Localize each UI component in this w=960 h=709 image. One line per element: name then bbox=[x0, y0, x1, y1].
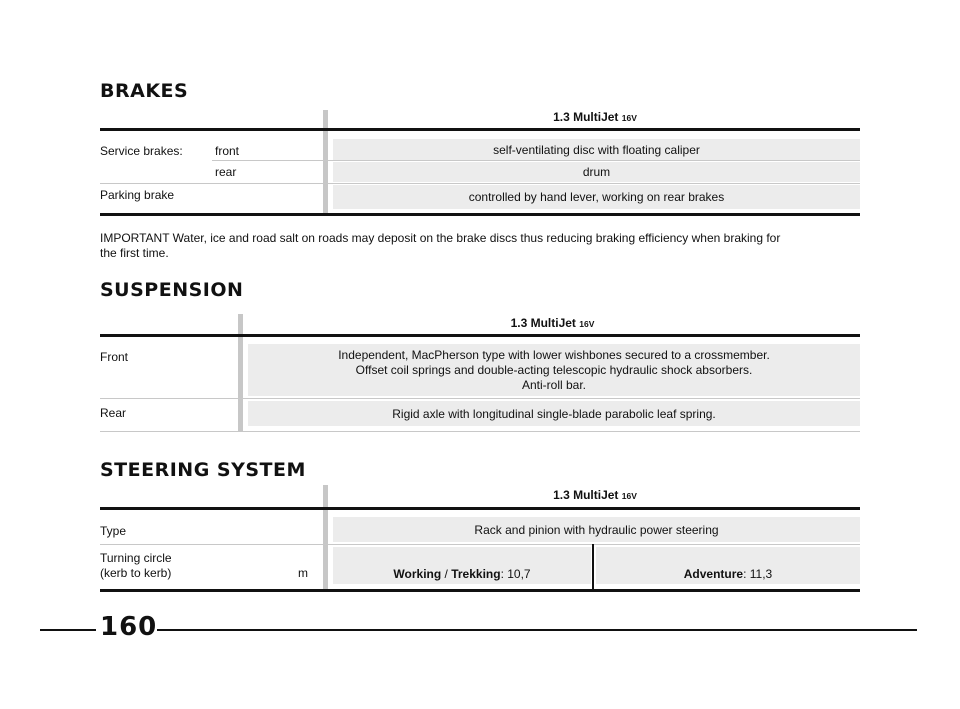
suspension-front-line: Offset coil springs and double-acting telescopic hydraulic shock absorbers. bbox=[355, 362, 753, 377]
brakes-service-label: Service brakes: bbox=[100, 144, 183, 158]
brakes-engine-suffix: 16V bbox=[621, 113, 637, 123]
steering-vertical-bar bbox=[323, 485, 328, 590]
turning-circle-unit: m bbox=[298, 566, 308, 580]
suspension-header-rule bbox=[100, 334, 860, 337]
brakes-separator bbox=[212, 160, 860, 161]
steering-cell-divider bbox=[592, 544, 594, 590]
steering-header-rule bbox=[100, 507, 860, 510]
steering-type-label: Type bbox=[100, 524, 127, 538]
steering-bottom-rule bbox=[100, 589, 860, 592]
slash-separator: / bbox=[441, 566, 452, 581]
suspension-separator bbox=[100, 398, 860, 399]
suspension-front-label: Front bbox=[100, 350, 129, 364]
note-line: IMPORTANT Water, ice and road salt on roads may deposit on the brake discs thus reducing braking efficiency when braking for bbox=[100, 231, 781, 245]
brakes-header-rule bbox=[100, 128, 860, 131]
page-number: 160 bbox=[100, 612, 158, 642]
suspension-front-line: Anti-roll bar. bbox=[521, 377, 587, 392]
suspension-separator bbox=[100, 431, 860, 432]
turning-adventure-value bbox=[596, 547, 860, 584]
brakes-engine-label: 1.3 MultiJet bbox=[553, 110, 619, 124]
suspension-front-line: Independent, MacPherson type with lower wishbones secured to a crossmember. bbox=[338, 347, 770, 362]
brakes-title: BRAKES bbox=[100, 80, 189, 102]
brakes-separator bbox=[100, 183, 860, 184]
brakes-front-label: front bbox=[215, 144, 240, 158]
brakes-parking-label: Parking brake bbox=[100, 188, 175, 202]
turning-circle-sublabel: (kerb to kerb) bbox=[100, 566, 172, 580]
suspension-rear-value: Rigid axle with longitudinal single-blade parabolic leaf spring. bbox=[248, 401, 860, 426]
steering-title: STEERING SYSTEM bbox=[100, 459, 306, 481]
turning-working-trekking-value bbox=[333, 547, 591, 584]
trekking-label: Trekking bbox=[451, 566, 501, 581]
footer-rule-left bbox=[40, 629, 96, 631]
note-line: the first time. bbox=[100, 246, 169, 260]
steering-engine-label: 1.3 MultiJet bbox=[553, 488, 619, 502]
brakes-rear-value: drum bbox=[333, 162, 860, 182]
steering-type-value: Rack and pinion with hydraulic power steering bbox=[333, 517, 860, 542]
brakes-bottom-rule bbox=[100, 213, 860, 216]
working-label: Working bbox=[393, 566, 442, 581]
brakes-column-header bbox=[330, 110, 860, 124]
brakes-important-note bbox=[100, 231, 860, 261]
brakes-rear-label: rear bbox=[215, 165, 237, 179]
suspension-vertical-bar bbox=[238, 314, 243, 431]
steering-column-header bbox=[330, 488, 860, 502]
brakes-front-value: self-ventilating disc with floating caliper bbox=[333, 139, 860, 160]
suspension-engine-label: 1.3 MultiJet bbox=[510, 316, 576, 330]
brakes-parking-value: controlled by hand lever, working on rear brakes bbox=[333, 185, 860, 209]
working-trekking-number: : 10,7 bbox=[500, 566, 531, 581]
steering-engine-suffix: 16V bbox=[621, 491, 637, 501]
suspension-engine-suffix: 16V bbox=[579, 319, 595, 329]
brakes-vertical-bar bbox=[323, 110, 328, 214]
suspension-front-value bbox=[248, 344, 860, 396]
suspension-column-header bbox=[245, 316, 860, 330]
suspension-rear-label: Rear bbox=[100, 406, 127, 420]
turning-circle-label: Turning circle bbox=[100, 551, 172, 565]
adventure-number: : 11,3 bbox=[743, 566, 773, 581]
footer-rule-right bbox=[157, 629, 917, 631]
steering-separator bbox=[100, 544, 860, 545]
adventure-label: Adventure bbox=[683, 566, 744, 581]
suspension-title: SUSPENSION bbox=[100, 279, 244, 301]
